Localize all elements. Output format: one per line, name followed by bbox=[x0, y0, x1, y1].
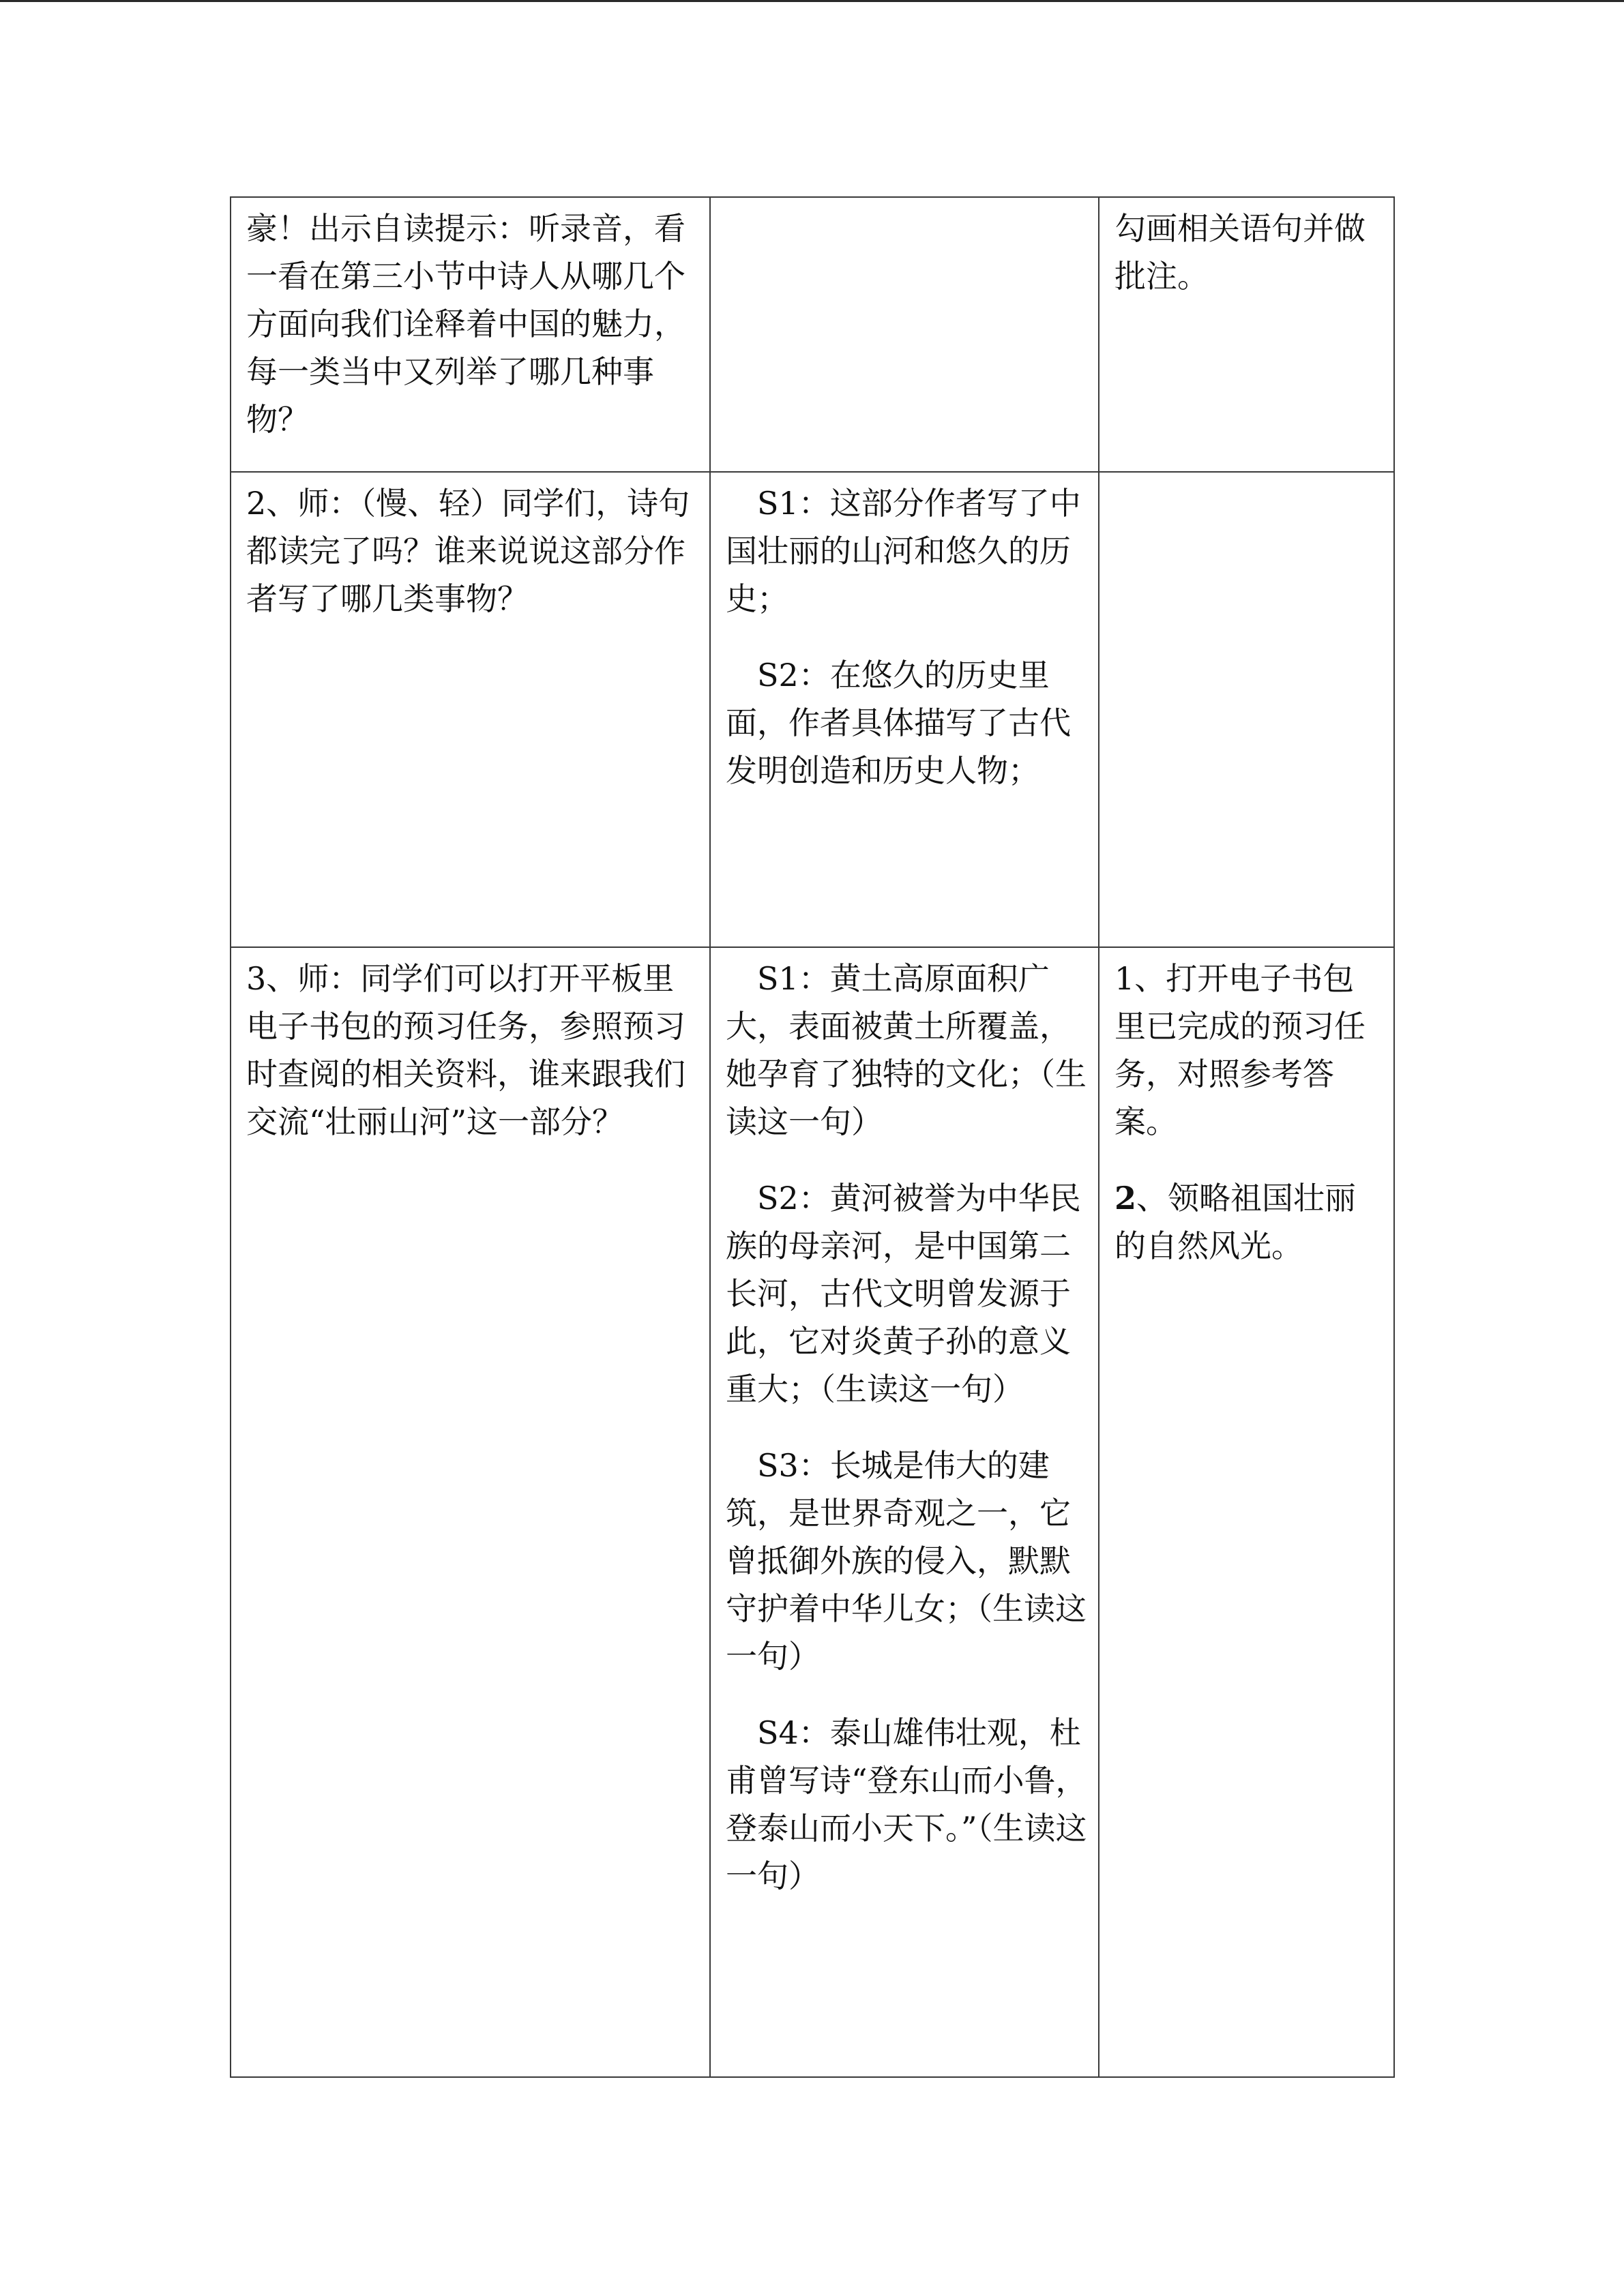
page-top-border bbox=[0, 0, 1624, 2]
teacher-activity-cell bbox=[231, 472, 710, 947]
design-item-number: 2 bbox=[1114, 1180, 1137, 1217]
design-intent-cell bbox=[1099, 472, 1394, 947]
design-intent-cell bbox=[1099, 197, 1394, 472]
student-response-text: S1：这部分作者写了中国壮丽的山河和悠久的历史； bbox=[726, 485, 1081, 617]
design-item-number: 1 bbox=[1114, 960, 1135, 997]
student-response-text: S4：泰山雄伟壮观，杜甫曾写诗“登东山而小鲁，登泰山而小天下。”（生读这一句） bbox=[726, 1714, 1087, 1894]
lesson-plan-table bbox=[230, 196, 1395, 2078]
design-intent-item bbox=[1114, 1174, 1384, 1270]
student-response-text: S1：黄土高原面积广大，表面被黄土所覆盖，她孕育了独特的文化；（生读这一句） bbox=[726, 960, 1087, 1140]
table-row bbox=[231, 472, 1394, 947]
teacher-activity-text: 3、师：同学们可以打开平板里电子书包的预习任务，参照预习时查阅的相关资料，谁来跟我们交流“壮丽山河”这一部分？ bbox=[246, 960, 685, 1140]
student-response-text: S2：黄河被誉为中华民族的母亲河，是中国第二长河，古代文明曾发源于此，它对炎黄子孙的意义重大；（生读这一句） bbox=[726, 1180, 1081, 1407]
student-response-text: S3：长城是伟大的建筑，是世界奇观之一，它曾抵御外族的侵入，默默守护着中华儿女；（生读这一句） bbox=[726, 1447, 1087, 1675]
table-row bbox=[231, 947, 1394, 2077]
design-intent-item bbox=[1114, 955, 1384, 1146]
teacher-activity-cell bbox=[231, 947, 710, 2077]
student-response-text: S2：在悠久的历史里面，作者具体描写了古代发明创造和历史人物； bbox=[726, 657, 1071, 789]
teacher-activity-cell bbox=[231, 197, 710, 472]
design-intent-cell bbox=[1099, 947, 1394, 2077]
design-intent-text: 勾画相关语句并做批注。 bbox=[1114, 210, 1365, 295]
teacher-activity-text: 豪！出示自读提示：听录音，看一看在第三小节中诗人从哪几个方面向我们诠释着中国的魅力，每一类当中又列举了哪几种事物？ bbox=[246, 210, 685, 438]
design-item-text: 、打开电子书包里已完成的预习任务，对照参考答案。 bbox=[1114, 960, 1365, 1140]
student-activity-cell bbox=[710, 197, 1099, 472]
design-item-text: 、领略祖国壮丽的自然风光。 bbox=[1114, 1180, 1357, 1264]
teacher-activity-text: 2、师：（慢、轻）同学们，诗句都读完了吗？谁来说说这部分作者写了哪几类事物？ bbox=[246, 485, 690, 617]
student-activity-cell bbox=[710, 472, 1099, 947]
student-activity-cell bbox=[710, 947, 1099, 2077]
table-row bbox=[231, 197, 1394, 472]
